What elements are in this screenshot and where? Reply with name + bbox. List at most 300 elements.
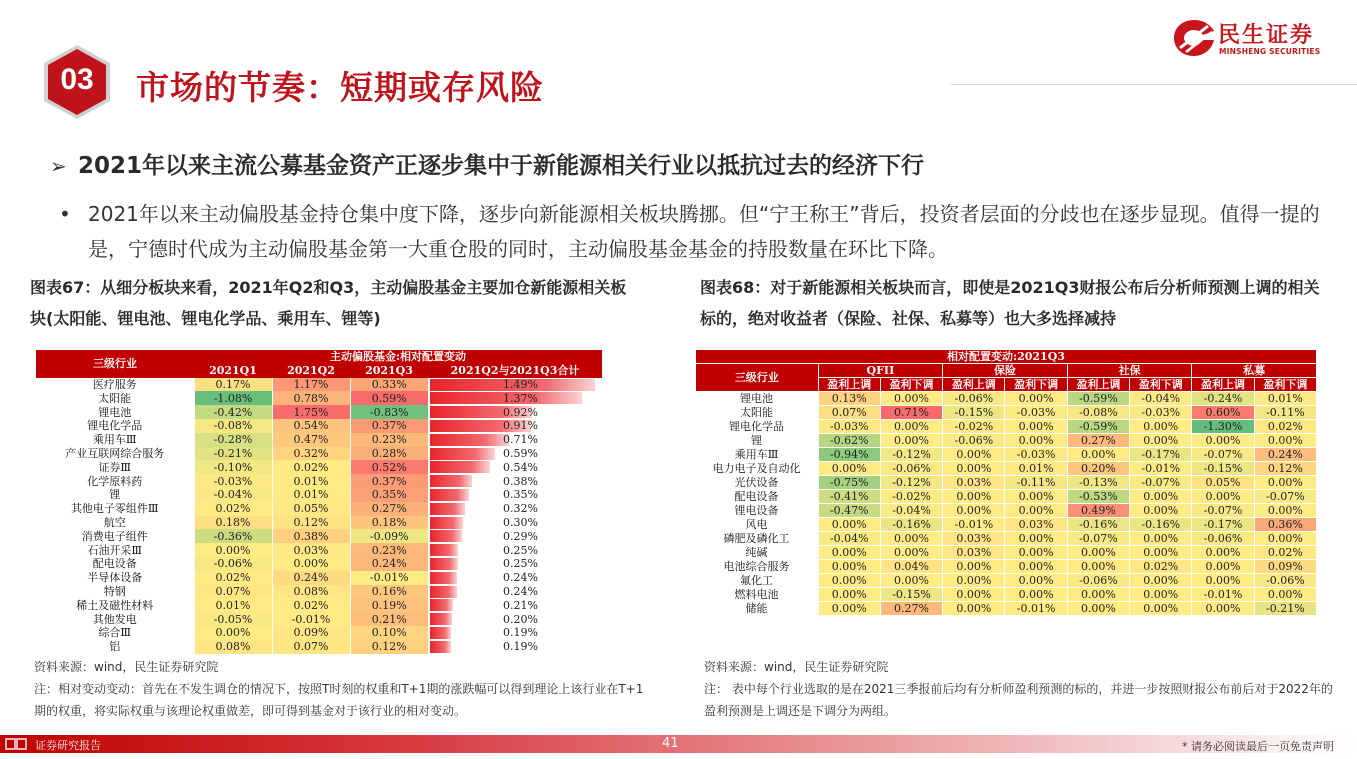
cell-q3: 0.23% — [350, 433, 428, 447]
table-cell: 0.01% — [1254, 392, 1316, 406]
cell-q3: 0.35% — [350, 488, 428, 502]
cell-q2: 0.03% — [272, 543, 350, 557]
table-cell: 0.12% — [1254, 462, 1316, 476]
cell-q1: 0.07% — [194, 585, 272, 599]
arrow-bullet-icon: ➢ — [50, 154, 67, 178]
cell-q2: 0.24% — [272, 571, 350, 585]
cell-q1: 0.17% — [194, 378, 272, 392]
table-cell: -0.04% — [818, 532, 880, 546]
industry-name: 消费电子组件 — [81, 529, 148, 543]
company-logo — [1172, 16, 1332, 60]
table-cell: -0.12% — [880, 448, 942, 462]
sum-value: 0.20% — [503, 612, 538, 626]
section-badge — [40, 43, 114, 121]
industry-name: 锂电池 — [740, 392, 774, 406]
industry-name: 证券Ⅲ — [98, 460, 132, 474]
table-cell: 0.00% — [1005, 504, 1067, 518]
cell-q1: 0.01% — [194, 598, 272, 612]
table-row — [36, 612, 602, 626]
industry-name: 综合Ⅲ — [98, 626, 132, 640]
industry-name: 医疗服务 — [92, 377, 137, 391]
cell-q2: 0.02% — [272, 460, 350, 474]
cell-q2: 0.07% — [272, 640, 350, 654]
table-cell: -0.12% — [880, 476, 942, 490]
table-row — [696, 462, 1317, 476]
cell-q3: 0.12% — [350, 640, 428, 654]
sum-value: 0.24% — [503, 584, 538, 598]
table-cell: 0.00% — [943, 574, 1005, 588]
sum-value: 1.37% — [503, 391, 538, 405]
industry-name: 纯碱 — [745, 546, 768, 559]
cell-sum — [428, 640, 602, 654]
headline-text: 2021年以来主流公募基金资产正逐步集中于新能源相关行业以抵抗过去的经济下行 — [78, 153, 925, 179]
table-cell: 0.00% — [1067, 448, 1129, 462]
figure68-notes — [704, 656, 1344, 722]
logo-mark-icon — [1172, 18, 1216, 58]
table-row — [696, 434, 1317, 448]
table-cell: 0.00% — [818, 546, 880, 560]
cell-q2: 1.17% — [272, 378, 350, 392]
cell-q1: -0.08% — [194, 419, 272, 433]
sum-bar — [430, 613, 452, 625]
table-cell: 0.00% — [1192, 574, 1254, 588]
table-cell: -0.15% — [943, 406, 1005, 420]
sum-value: 0.71% — [503, 433, 538, 447]
col-header-down: 盈利下调 — [880, 378, 942, 392]
cell-q3: 0.33% — [350, 378, 428, 392]
table-cell: 0.03% — [1005, 518, 1067, 532]
table-cell: 0.00% — [943, 490, 1005, 504]
industry-name: 其他电子零组件Ⅲ — [70, 502, 159, 516]
table-cell: 0.00% — [818, 602, 880, 616]
col-header-group: 相对配置变动:2021Q3 — [696, 350, 1317, 364]
table-row — [36, 640, 602, 654]
table-cell: -0.06% — [1254, 574, 1316, 588]
cell-q3: 0.19% — [350, 598, 428, 612]
table-row — [696, 490, 1317, 504]
cell-q3: 0.24% — [350, 557, 428, 571]
industry-name: 储能 — [745, 602, 768, 615]
table-cell: 0.00% — [818, 518, 880, 532]
col-header-sum: 2021Q2与2021Q3合计 — [428, 364, 602, 378]
table-cell: -0.03% — [1130, 406, 1192, 420]
cell-sum — [428, 543, 602, 557]
industry-name: 太阳能 — [98, 391, 132, 405]
cell-q2: 0.47% — [272, 433, 350, 447]
sum-bar — [430, 599, 453, 611]
table-cell: 0.00% — [1005, 420, 1067, 434]
table-cell: -0.03% — [818, 420, 880, 434]
col-header-q3: 2021Q3 — [350, 364, 428, 378]
cell-q3: 0.21% — [350, 612, 428, 626]
table-cell: 0.00% — [1130, 546, 1192, 560]
table-row — [696, 504, 1317, 518]
table-cell: 0.02% — [1254, 420, 1316, 434]
industry-name: 铝 — [109, 640, 121, 654]
table-cell: -0.01% — [943, 518, 1005, 532]
figure67-note: 注：相对变动变动：首先在不发生调仓的情况下，按照T时刻的权重和T+1期的涨跌幅可以得到理论上该行业在T+1期的权重，将实际权重与该理论权重做差，即可得到基金对于该行业的相对变动。 — [34, 682, 644, 718]
industry-name: 锂电化学品 — [729, 420, 785, 433]
table-cell: 0.00% — [1254, 532, 1316, 546]
cell-q1: -0.36% — [194, 529, 272, 543]
table-cell: 0.00% — [818, 560, 880, 574]
cell-q2: 0.12% — [272, 516, 350, 530]
figure68-caption: 图表68：对于新能源相关板块而言，即使是2021Q3财报公布后分析师预测上调的相关标的，绝对收益者（保险、社保、私募等）也大多选择减持 — [700, 278, 1320, 328]
table-cell: 0.00% — [1130, 504, 1192, 518]
table-cell: -0.62% — [818, 434, 880, 448]
figure68-note: 注： 表中每个行业选取的是在2021三季报前后均有分析师盈利预测的标的，并进一步按照财报公布前后对于2022年的盈利预测是上调还是下调分为两组。 — [704, 682, 1333, 718]
table-row — [696, 546, 1317, 560]
cell-sum — [428, 447, 602, 461]
industry-name: 锂电化学品 — [87, 419, 143, 433]
footer-label: 证券研究报告 — [35, 739, 101, 752]
table-cell: -0.02% — [943, 420, 1005, 434]
table-cell: 0.00% — [880, 392, 942, 406]
table-row — [36, 529, 602, 543]
disclaimer-link[interactable]: * 请务必阅读最后一页免责声明 — [1182, 740, 1334, 753]
industry-name: 配电设备 — [92, 557, 137, 571]
section-number: 03 — [60, 63, 94, 96]
cell-q2: 0.54% — [272, 419, 350, 433]
cell-sum — [428, 571, 602, 585]
table-row — [36, 474, 602, 488]
figure67-source: 资料来源：wind，民生证券研究院 — [34, 660, 219, 674]
industry-name: 锂 — [109, 488, 121, 502]
table-row — [36, 543, 602, 557]
cell-q2: 0.01% — [272, 474, 350, 488]
table-cell: -0.94% — [818, 448, 880, 462]
table-cell: -0.24% — [1192, 392, 1254, 406]
table-cell: -0.11% — [1254, 406, 1316, 420]
cell-q1: 0.18% — [194, 516, 272, 530]
sum-bar — [430, 448, 495, 460]
col-header-industry: 三级行业 — [696, 364, 819, 392]
cell-sum — [428, 419, 602, 433]
industry-name: 乘用车Ⅲ — [92, 433, 137, 447]
table-cell: 0.01% — [1005, 462, 1067, 476]
table-cell: 0.00% — [1067, 602, 1129, 616]
cell-sum — [428, 612, 602, 626]
table-cell: 0.03% — [943, 476, 1005, 490]
col-header-down: 盈利下调 — [1254, 378, 1316, 392]
table-cell: 0.00% — [1005, 588, 1067, 602]
table-row — [696, 588, 1317, 602]
table-cell: 0.71% — [880, 406, 942, 420]
cell-sum — [428, 433, 602, 447]
col-header-qfii: QFII — [818, 364, 943, 378]
cell-sum — [428, 488, 602, 502]
table-cell: 0.00% — [1005, 532, 1067, 546]
table-cell: -0.06% — [1067, 574, 1129, 588]
table-cell: 0.27% — [880, 602, 942, 616]
table-cell: -0.01% — [1005, 602, 1067, 616]
table-cell: -0.15% — [880, 588, 942, 602]
table-cell: 0.09% — [1254, 560, 1316, 574]
table-cell: -0.01% — [1192, 588, 1254, 602]
logo-text: 民生证券 — [1218, 23, 1315, 48]
sum-bar — [430, 627, 451, 639]
table-row — [696, 532, 1317, 546]
table-cell: 0.00% — [1254, 434, 1316, 448]
sum-bar — [430, 517, 463, 529]
cell-q1: 0.02% — [194, 502, 272, 516]
table-cell: 0.00% — [1192, 490, 1254, 504]
table-cell: 0.13% — [818, 392, 880, 406]
table-cell: -0.03% — [1005, 448, 1067, 462]
table-cell: 0.04% — [880, 560, 942, 574]
table-cell: 0.00% — [1067, 546, 1129, 560]
col-header-q1: 2021Q1 — [194, 364, 272, 378]
col-header-down: 盈利下调 — [1005, 378, 1067, 392]
table-cell: -0.01% — [1130, 462, 1192, 476]
table-cell: -0.06% — [1192, 532, 1254, 546]
table-cell: 0.00% — [1005, 546, 1067, 560]
industry-name: 产业互联网综合服务 — [65, 446, 165, 460]
col-header-up: 盈利上调 — [943, 378, 1005, 392]
table-cell: -0.41% — [818, 490, 880, 504]
sum-bar — [430, 461, 490, 473]
cell-sum — [428, 378, 602, 392]
industry-name: 半导体设备 — [87, 571, 143, 585]
bullet-paragraph — [56, 197, 1331, 267]
figure68-table — [695, 349, 1317, 616]
cell-sum — [428, 405, 602, 419]
cell-q1: 0.00% — [194, 626, 272, 640]
cell-sum — [428, 391, 602, 405]
table-cell: -0.16% — [1130, 518, 1192, 532]
col-header-insurance: 保险 — [943, 364, 1068, 378]
sum-value: 0.59% — [503, 446, 538, 460]
industry-name: 氟化工 — [740, 574, 774, 587]
industry-name: 锂电池 — [98, 405, 132, 419]
table-cell: 0.20% — [1067, 462, 1129, 476]
industry-name: 其他发电 — [92, 612, 137, 626]
industry-name: 化学原料药 — [87, 474, 143, 488]
cell-q1: -0.06% — [194, 557, 272, 571]
industry-name: 锂 — [751, 434, 763, 447]
table-cell: 0.00% — [880, 532, 942, 546]
table-cell: -1.30% — [1192, 420, 1254, 434]
table-cell: -0.03% — [1005, 406, 1067, 420]
table-cell: 0.00% — [1192, 434, 1254, 448]
table-cell: 0.03% — [943, 532, 1005, 546]
sum-bar — [430, 572, 457, 584]
industry-name: 太阳能 — [740, 406, 774, 419]
table-cell: 0.00% — [943, 448, 1005, 462]
industry-name: 锂电设备 — [734, 504, 779, 517]
table-row — [36, 447, 602, 461]
sum-value: 0.30% — [503, 515, 538, 529]
table-cell: 0.00% — [1254, 504, 1316, 518]
cell-q3: 0.27% — [350, 502, 428, 516]
cell-q2: 0.08% — [272, 585, 350, 599]
sum-value: 0.19% — [503, 626, 538, 640]
cell-q2: 0.00% — [272, 557, 350, 571]
col-header-up: 盈利上调 — [1192, 378, 1254, 392]
table-row — [36, 502, 602, 516]
table-cell: -0.07% — [1067, 532, 1129, 546]
table-cell: -0.59% — [1067, 420, 1129, 434]
cell-q2: 0.05% — [272, 502, 350, 516]
table-cell: 0.36% — [1254, 518, 1316, 532]
footer — [0, 729, 1357, 759]
cell-q3: -0.01% — [350, 571, 428, 585]
bullet-text: 2021年以来主动偏股基金持仓集中度下降，逐步向新能源相关板块腾挪。但“宁王称王”背后，投资者层面的分歧也在逐步显现。值得一提的是，宁德时代成为主动偏股基金第一大重仓股的同时，主动偏股基金基金的持股数量在环比下降。 — [88, 202, 1320, 261]
cell-q3: 0.10% — [350, 626, 428, 640]
industry-name: 电池综合服务 — [723, 560, 790, 573]
table-cell: 0.49% — [1067, 504, 1129, 518]
table-row — [36, 488, 602, 502]
sum-value: 0.29% — [503, 529, 538, 543]
col-header-industry: 三级行业 — [36, 350, 194, 378]
sum-bar — [430, 434, 509, 446]
cell-q3: 0.28% — [350, 447, 428, 461]
table-cell: 0.00% — [1005, 434, 1067, 448]
table-row — [36, 585, 602, 599]
sum-bar — [430, 489, 469, 501]
table-row — [36, 516, 602, 530]
table-cell: -0.07% — [1130, 476, 1192, 490]
table-row — [36, 378, 602, 392]
cell-q2: 1.75% — [272, 405, 350, 419]
industry-name: 电力电子及自动化 — [712, 462, 801, 475]
col-header-private: 私募 — [1192, 364, 1317, 378]
table-cell: 0.00% — [1130, 574, 1192, 588]
cell-q2: 0.02% — [272, 598, 350, 612]
page-title: 市场的节奏：短期或存风险 — [136, 68, 544, 107]
sum-bar — [430, 641, 451, 653]
table-cell: 0.00% — [1130, 602, 1192, 616]
table-row — [36, 626, 602, 640]
logo-subtext: MINSHENG SECURITIES — [1219, 47, 1321, 56]
table-row — [36, 391, 602, 405]
table-cell: 0.60% — [1192, 406, 1254, 420]
table-cell: -0.53% — [1067, 490, 1129, 504]
sum-value: 0.38% — [503, 474, 538, 488]
table-cell: 0.00% — [943, 560, 1005, 574]
cell-sum — [428, 585, 602, 599]
table-cell: -0.47% — [818, 504, 880, 518]
cell-sum — [428, 516, 602, 530]
table-cell: -0.07% — [1192, 504, 1254, 518]
table-row — [696, 518, 1317, 532]
table-cell: -0.07% — [1254, 490, 1316, 504]
industry-name: 特钢 — [103, 584, 126, 598]
table-row — [36, 460, 602, 474]
table-cell: 0.00% — [1254, 588, 1316, 602]
table-cell: 0.00% — [880, 434, 942, 448]
sum-bar — [430, 475, 472, 487]
cell-q1: -1.08% — [194, 391, 272, 405]
table-cell: 0.00% — [1192, 602, 1254, 616]
table-cell: 0.07% — [818, 406, 880, 420]
sum-value: 0.24% — [503, 571, 538, 585]
sum-value: 0.91% — [503, 419, 538, 433]
table-cell: 0.00% — [1130, 490, 1192, 504]
table-row — [36, 419, 602, 433]
table-cell: 0.00% — [1192, 546, 1254, 560]
cell-q3: -0.83% — [350, 405, 428, 419]
table-cell: -0.17% — [1192, 518, 1254, 532]
table-cell: -0.04% — [880, 504, 942, 518]
sum-bar — [430, 503, 465, 515]
table-cell: 0.00% — [1005, 560, 1067, 574]
col-header-q2: 2021Q2 — [272, 364, 350, 378]
cell-sum — [428, 502, 602, 516]
cell-sum — [428, 529, 602, 543]
sum-value: 1.49% — [503, 377, 538, 391]
cell-q2: 0.38% — [272, 529, 350, 543]
cell-q3: 0.37% — [350, 419, 428, 433]
table-cell: 0.00% — [1130, 532, 1192, 546]
table-cell: 0.00% — [818, 462, 880, 476]
table-cell: -0.07% — [1192, 448, 1254, 462]
table-cell: -0.21% — [1254, 602, 1316, 616]
table-row — [36, 557, 602, 571]
table-cell: -0.06% — [880, 462, 942, 476]
sum-value: 0.92% — [503, 405, 538, 419]
cell-q3: 0.52% — [350, 460, 428, 474]
table-cell: 0.00% — [943, 462, 1005, 476]
cell-q2: 0.09% — [272, 626, 350, 640]
table-cell: 0.00% — [880, 546, 942, 560]
table-row — [696, 406, 1317, 420]
table-cell: 0.05% — [1192, 476, 1254, 490]
table-cell: -0.06% — [943, 434, 1005, 448]
cell-sum — [428, 460, 602, 474]
sum-value: 0.35% — [503, 488, 538, 502]
cell-q2: 0.78% — [272, 391, 350, 405]
cell-q2: 0.32% — [272, 447, 350, 461]
table-row — [36, 571, 602, 585]
table-cell: -0.02% — [880, 490, 942, 504]
industry-name: 稀土及磁性材料 — [76, 598, 154, 612]
table-cell: 0.00% — [943, 602, 1005, 616]
sum-value: 0.32% — [503, 502, 538, 516]
cell-q3: 0.59% — [350, 391, 428, 405]
table-row — [696, 392, 1317, 406]
industry-name: 航空 — [103, 515, 126, 529]
table-cell: 0.00% — [1005, 392, 1067, 406]
cell-q1: -0.04% — [194, 488, 272, 502]
figure67-table — [36, 350, 602, 654]
cell-q2: -0.01% — [272, 612, 350, 626]
cell-sum — [428, 474, 602, 488]
table-cell: 0.00% — [1192, 560, 1254, 574]
table-cell: -0.75% — [818, 476, 880, 490]
table-cell: 0.00% — [818, 588, 880, 602]
headline — [50, 147, 924, 180]
book-icon — [5, 738, 27, 750]
table-cell: -0.16% — [880, 518, 942, 532]
table-cell: -0.13% — [1067, 476, 1129, 490]
cell-q1: -0.42% — [194, 405, 272, 419]
cell-q3: -0.09% — [350, 529, 428, 543]
table-cell: 0.00% — [1130, 420, 1192, 434]
table-cell: -0.15% — [1192, 462, 1254, 476]
figure68-source: 资料来源：wind，民生证券研究院 — [704, 660, 889, 674]
figure67-notes — [34, 656, 654, 722]
cell-q3: 0.18% — [350, 516, 428, 530]
col-header-up: 盈利上调 — [818, 378, 880, 392]
cell-sum — [428, 557, 602, 571]
table-cell: 0.00% — [1067, 588, 1129, 602]
table-row — [696, 602, 1317, 616]
table-cell: 0.02% — [1130, 560, 1192, 574]
table-cell: -0.17% — [1130, 448, 1192, 462]
table-cell: 0.00% — [943, 504, 1005, 518]
table-row — [36, 598, 602, 612]
